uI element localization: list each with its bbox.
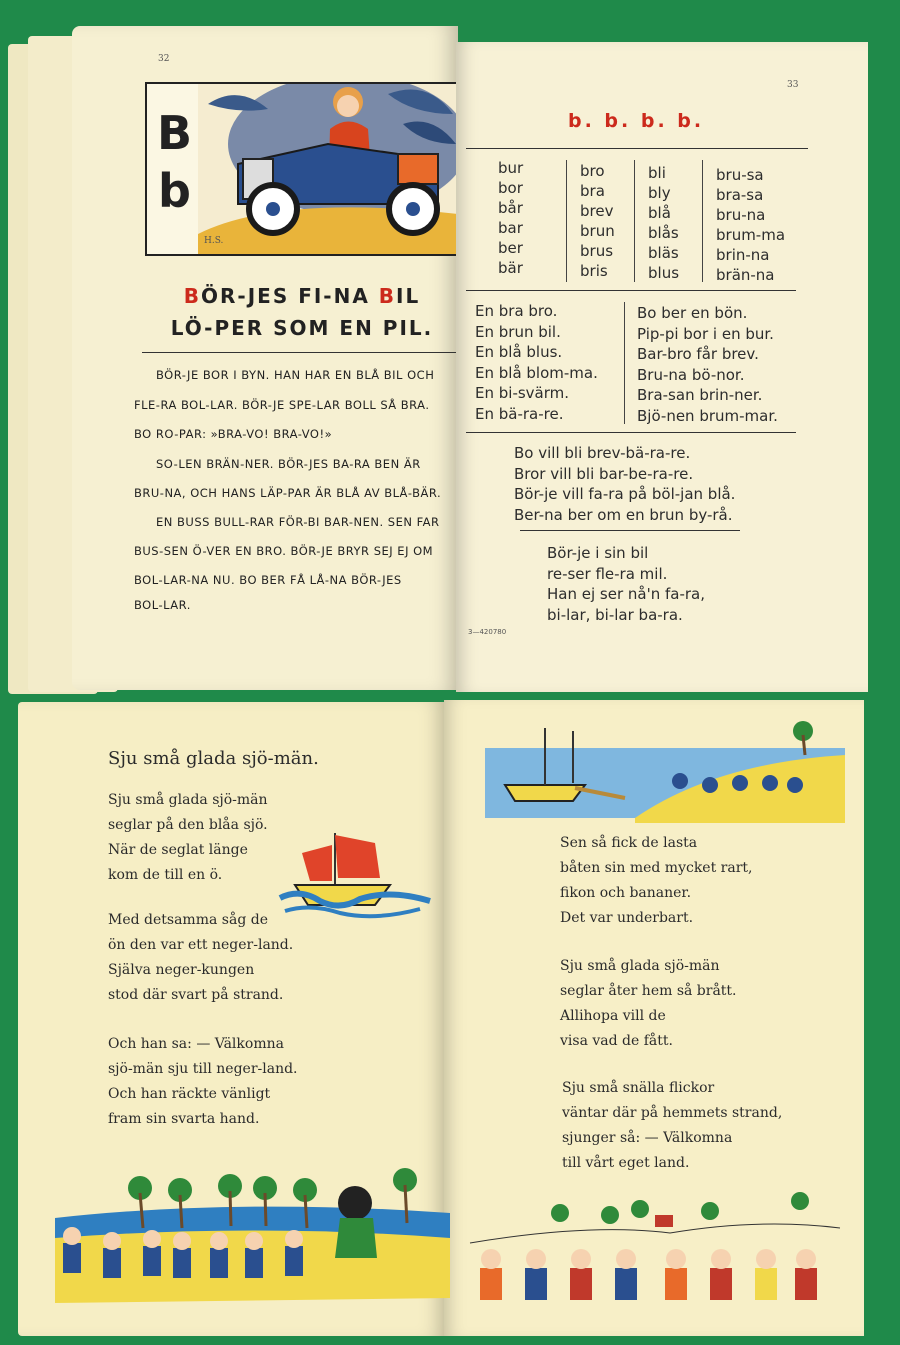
headline-text: LÖ-PER SOM EN PIL. <box>170 316 434 340</box>
text-line: FLE-RA BOL-LAR. BÖR-JE SPE-LAR BOLL SÅ BRA. <box>134 398 430 412</box>
phrase: En bä-ra-re. <box>475 404 564 423</box>
phrase: En brun bil. <box>475 322 561 341</box>
verse-line: Själva neger-kungen <box>108 962 255 978</box>
syllable: blå <box>648 204 671 222</box>
verse-line: kom de till en ö. <box>108 867 223 883</box>
verse-line: Det var underbart. <box>560 910 694 926</box>
headline-red-letter: B <box>378 284 397 308</box>
divider <box>142 352 458 353</box>
sailboat-illustration <box>280 823 435 918</box>
phrase: Bra-san brin-ner. <box>637 386 763 404</box>
phrase-list <box>637 303 778 426</box>
syllable: bär <box>498 259 523 277</box>
stanza <box>560 954 737 1054</box>
syllable-column <box>716 165 785 285</box>
verse-line: väntar där på hemmets strand, <box>562 1105 783 1121</box>
verse-line: stod där svart på strand. <box>108 987 284 1003</box>
verse-line: Och han sa: — Välkomna <box>108 1036 284 1052</box>
stanza <box>108 908 293 1008</box>
verse-line: båten sin med mycket rart, <box>560 860 753 876</box>
text-line: SO-LEN BRÄN-NER. BÖR-JES BA-RA BEN ÄR <box>156 457 421 471</box>
phrase: Bar-bro får brev. <box>637 345 759 363</box>
phrase: Bo ber en bön. <box>637 304 748 322</box>
stanza <box>560 831 752 931</box>
rhyme-line: bi-lar, bi-lar ba-ra. <box>547 605 683 624</box>
syllable: brin-na <box>716 246 770 264</box>
stanza <box>108 1032 298 1132</box>
sentence: Bör-je vill fa-ra på böl-jan blå. <box>514 485 736 503</box>
column-divider <box>624 302 625 424</box>
syllable: bra-sa <box>716 186 764 204</box>
divider <box>466 290 796 291</box>
phrase: En blå blus. <box>475 343 563 361</box>
syllable: bli <box>648 164 666 182</box>
big-letter-upper: B <box>156 106 193 160</box>
syllable: bru-sa <box>716 166 764 184</box>
phrase: En blå blom-ma. <box>475 363 598 382</box>
letter-heading: b. b. b. b. <box>568 110 705 132</box>
column-divider <box>634 160 635 282</box>
page-number: 32 <box>158 54 170 64</box>
sailors-illustration <box>55 1168 450 1328</box>
verse-line: När de seglat länge <box>108 842 248 858</box>
sentence: Ber-na ber om en brun by-rå. <box>514 505 733 524</box>
rhyme-line: Bör-je i sin bil <box>547 544 649 562</box>
column-divider <box>702 160 703 282</box>
divider <box>466 148 808 149</box>
syllable: bläs <box>648 244 679 262</box>
rhyme-line: re-ser fle-ra mil. <box>547 564 668 583</box>
text-line: BOL-LAR-NA NU. BO BER FÅ LÅ-NA BÖR-JES <box>134 573 402 587</box>
verse-line: fram sin svarta hand. <box>108 1111 260 1127</box>
verse-line: fikon och bananer. <box>560 885 692 901</box>
verse-line: visa vad de fått. <box>560 1033 673 1049</box>
syllable-column <box>498 158 523 278</box>
syllable: brev <box>580 202 614 220</box>
verse-line: Sju små glada sjö-män <box>108 792 268 808</box>
stanza <box>562 1076 782 1176</box>
phrase: En bra bro. <box>475 302 558 320</box>
phrase: Bjö-nen brum-mar. <box>637 406 778 425</box>
car-illustration <box>198 82 458 256</box>
headline-red-letter: B <box>183 284 202 308</box>
text-line: BRU-NA, OCH HANS LÄP-PAR ÄR BLÅ AV BLÅ-BÄR. <box>134 486 442 500</box>
letter-box <box>145 82 202 256</box>
illustrator-initials: H.S. <box>204 236 224 246</box>
phrase: Pip-pi bor i en bur. <box>637 324 774 343</box>
girls-illustration <box>470 1193 840 1323</box>
headline-text: IL <box>396 284 421 308</box>
verse-line: Sju små glada sjö-män <box>560 958 720 974</box>
headline-text: ÖR-JES FI-NA <box>201 284 379 308</box>
verse-line: Med detsamma såg de <box>108 912 268 928</box>
syllable: brus <box>580 242 614 260</box>
verse-line: Sju små snälla flickor <box>562 1080 715 1096</box>
syllable: bar <box>498 219 523 237</box>
syllable: brän-na <box>716 266 775 284</box>
verse-line: ön den var ett neger-land. <box>108 937 294 953</box>
headline-line-2 <box>142 316 462 340</box>
stanza <box>108 788 268 888</box>
big-letter-lower: b <box>158 164 191 218</box>
rhyme-line: Han ej ser nå'n fa-ra, <box>547 585 705 603</box>
sentence-list <box>514 443 735 525</box>
syllable: bor <box>498 179 523 197</box>
syllable: bru-na <box>716 206 766 224</box>
island-illustration <box>485 723 845 833</box>
sentence: Bror vill bli bar-be-ra-re. <box>514 464 694 483</box>
verse-line: Allihopa vill de <box>560 1008 666 1024</box>
syllable: brun <box>580 222 615 240</box>
divider <box>520 530 740 531</box>
text-line: EN BUSS BULL-RAR FÖR-BI BAR-NEN. SEN FAR <box>156 515 440 529</box>
printer-code: 3—420780 <box>468 628 507 636</box>
syllable: brum-ma <box>716 226 786 244</box>
poem-title: Sju små glada sjö-män. <box>108 748 319 769</box>
syllable-column <box>580 161 615 281</box>
syllable: blås <box>648 224 679 242</box>
sentence: Bo vill bli brev-bä-ra-re. <box>514 444 691 462</box>
rhyme <box>547 543 705 625</box>
page-number: 33 <box>787 80 799 90</box>
text-line: BUS-SEN Ö-VER EN BRO. BÖR-JE BRYR SEJ EJ OM <box>134 544 434 558</box>
syllable: bra <box>580 182 605 200</box>
verse-line: sjunger så: — Välkomna <box>562 1130 733 1146</box>
verse-line: seglar åter hem så brått. <box>560 983 737 999</box>
syllable: bår <box>498 199 523 217</box>
phrase: Bru-na bö-nor. <box>637 365 745 384</box>
syllable: bly <box>648 184 671 202</box>
column-divider <box>566 160 567 282</box>
text-line: BOL-LAR. <box>134 598 191 612</box>
bottom-book-spread <box>0 698 900 1345</box>
verse-line: till vårt eget land. <box>562 1155 690 1171</box>
syllable-column <box>648 163 679 283</box>
text-line: BO RO-PAR: »BRA-VO! BRA-VO!» <box>134 427 333 441</box>
phrase: En bi-svärm. <box>475 384 570 402</box>
verse-line: sjö-män sju till neger-land. <box>108 1061 298 1077</box>
syllable: blus <box>648 264 680 282</box>
verse-line: Sen så fick de lasta <box>560 835 698 851</box>
divider <box>466 432 796 433</box>
syllable: bris <box>580 262 608 280</box>
syllable: bro <box>580 162 605 180</box>
headline-line-1 <box>142 284 462 308</box>
verse-line: Och han räckte vänligt <box>108 1086 271 1102</box>
syllable: ber <box>498 239 523 257</box>
syllable: bur <box>498 159 524 177</box>
phrase-list <box>475 301 598 424</box>
text-line: BÖR-JE BOR I BYN. HAN HAR EN BLÅ BIL OCH <box>156 368 435 382</box>
verse-line: seglar på den blåa sjö. <box>108 817 268 833</box>
